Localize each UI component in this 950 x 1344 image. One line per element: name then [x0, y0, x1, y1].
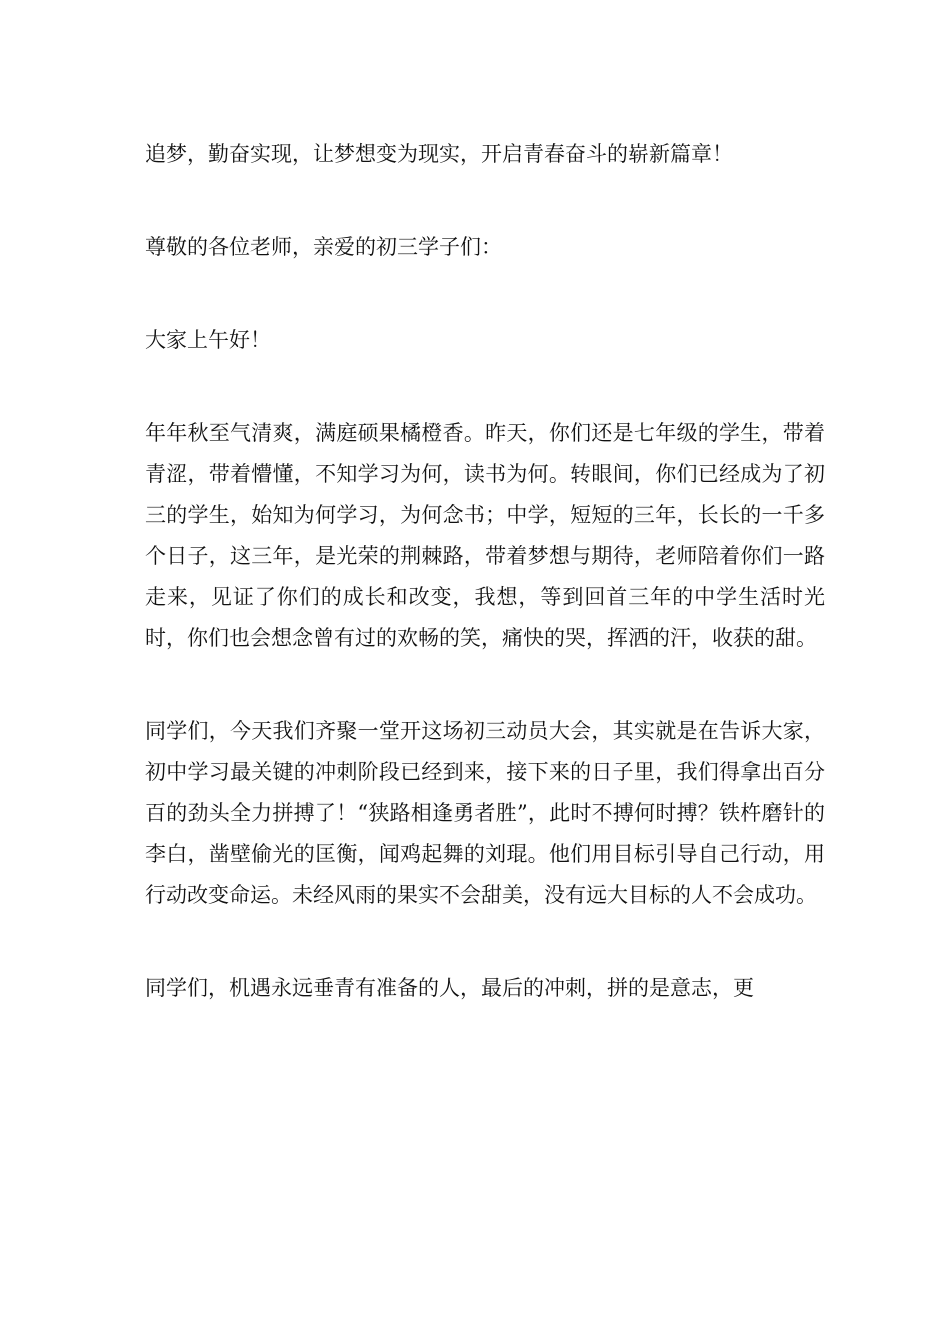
paragraph-body-1: 年年秋至气清爽，满庭硕果橘橙香。昨天，你们还是七年级的学生，带着青涩，带着懵懂，不知学习为何，读书为何。转眼间，你们已经成为了初三的学生，始知为何学习，为何念书；中学，短短的三年，长长的一千多个日子，这三年，是光荣的荆棘路，带着梦想与期待，老师陪着你们一路走来，见证了你们的成长和改变，我想，等到回首三年的中学生活时光时，你们也会想念曾有过的欢畅的笑，痛快的哭，挥洒的汗，收获的甜。	[145, 421, 825, 650]
paragraph-opening-line: 追梦，勤奋实现，让梦想变为现实，开启青春奋斗的崭新篇章！	[145, 142, 733, 166]
paragraph-salutation: 尊敬的各位老师，亲爱的初三学子们：	[145, 235, 502, 259]
paragraph-greeting: 大家上午好！	[145, 328, 271, 352]
paragraph-body-3: 同学们，机遇永远垂青有准备的人，最后的冲刺，拼的是意志，更	[145, 976, 754, 1000]
document-body	[145, 134, 825, 1061]
paragraph-body-2: 同学们，今天我们齐聚一堂开这场初三动员大会，其实就是在告诉大家，初中学习最关键的冲刺阶段已经到来，接下来的日子里，我们得拿出百分百的劲头全力拼搏了！“狭路相逢勇者胜”，此时不搏何时搏？铁杵磨针的李白，凿壁偷光的匡衡，闻鸡起舞的刘琨。他们用目标引导自己行动，用行动改变命运。未经风雨的果实不会甜美，没有远大目标的人不会成功。	[145, 719, 825, 907]
